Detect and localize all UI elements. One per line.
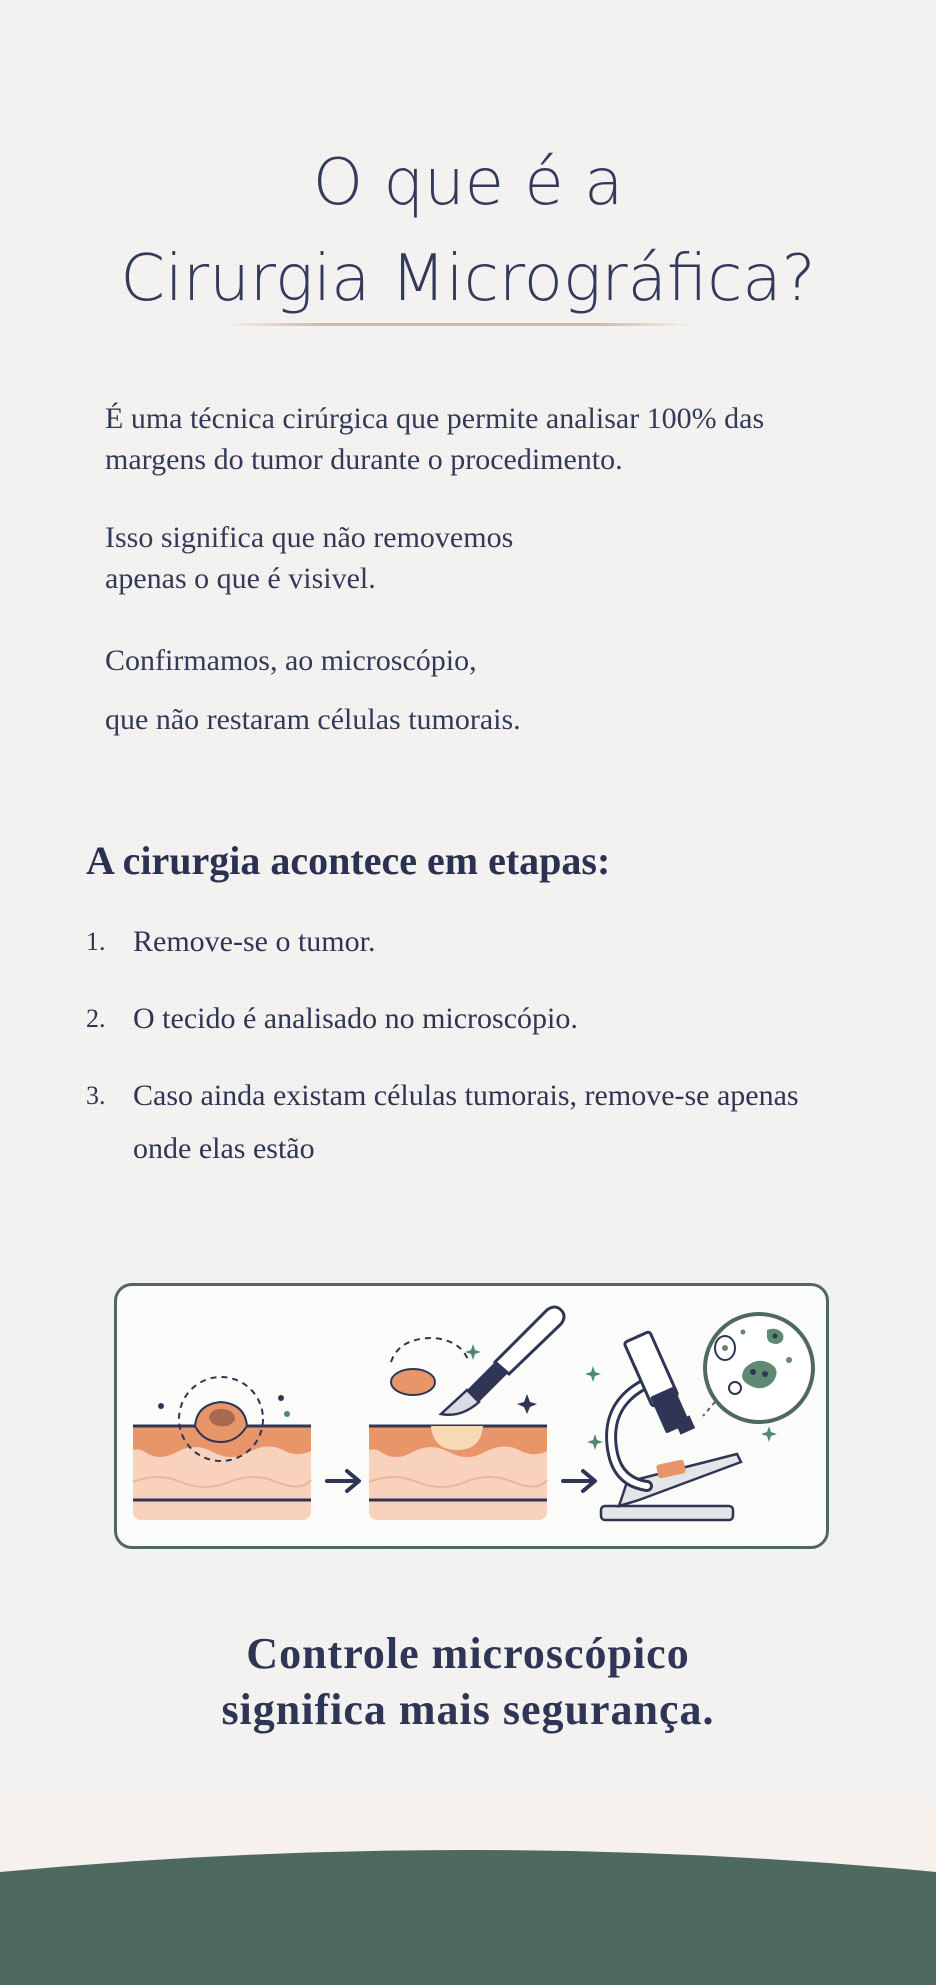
arrow-right-icon: [563, 1471, 595, 1491]
step-item: [86, 1069, 826, 1175]
closing-line-1: Controle microscópico: [246, 1629, 690, 1678]
intro-text-3a: Confirmamos, ao microscópio,: [105, 644, 477, 677]
intro-paragraph-1: [105, 398, 825, 480]
footer-green-wave: [0, 1840, 936, 1985]
intro-text-3b: que não restaram células tumorais.: [105, 703, 521, 736]
intro-paragraph-3: [105, 640, 825, 740]
steps-heading: A cirurgia acontece em etapas:: [86, 838, 611, 883]
title-line-1: O que é a: [312, 145, 624, 220]
title-line-2: Cirurgia Micrográfica?: [120, 241, 816, 316]
step-number: 2.: [86, 1004, 106, 1033]
steps-list: [86, 915, 826, 1199]
intro-text-2b: apenas o que é visivel.: [105, 562, 376, 595]
page-title: [0, 135, 936, 327]
step-item: [86, 915, 826, 968]
closing-statement: [0, 1626, 936, 1738]
intro-text-1: É uma técnica cirúrgica que permite analisar 100% das margens do tumor durante o procedimento.: [105, 402, 765, 476]
title-divider: [228, 323, 690, 326]
step-number: 1.: [86, 927, 106, 956]
intro-text-2a: Isso significa que não removemos: [105, 521, 514, 554]
intro-paragraph-2: [105, 517, 825, 599]
step-number: 3.: [86, 1081, 106, 1110]
step-text: O tecido é analisado no microscópio.: [133, 1002, 578, 1035]
arrow-right-icon: [327, 1471, 359, 1491]
step-item: [86, 992, 826, 1045]
step-text: Caso ainda existam células tumorais, remove-se apenas onde elas estão: [133, 1079, 799, 1165]
skin-tumor-icon: [133, 1377, 311, 1520]
procedure-illustration: [114, 1283, 829, 1549]
cells-magnified-icon: [703, 1314, 813, 1422]
closing-line-2: significa mais segurança.: [221, 1685, 715, 1734]
step-text: Remove-se o tumor.: [133, 925, 376, 958]
